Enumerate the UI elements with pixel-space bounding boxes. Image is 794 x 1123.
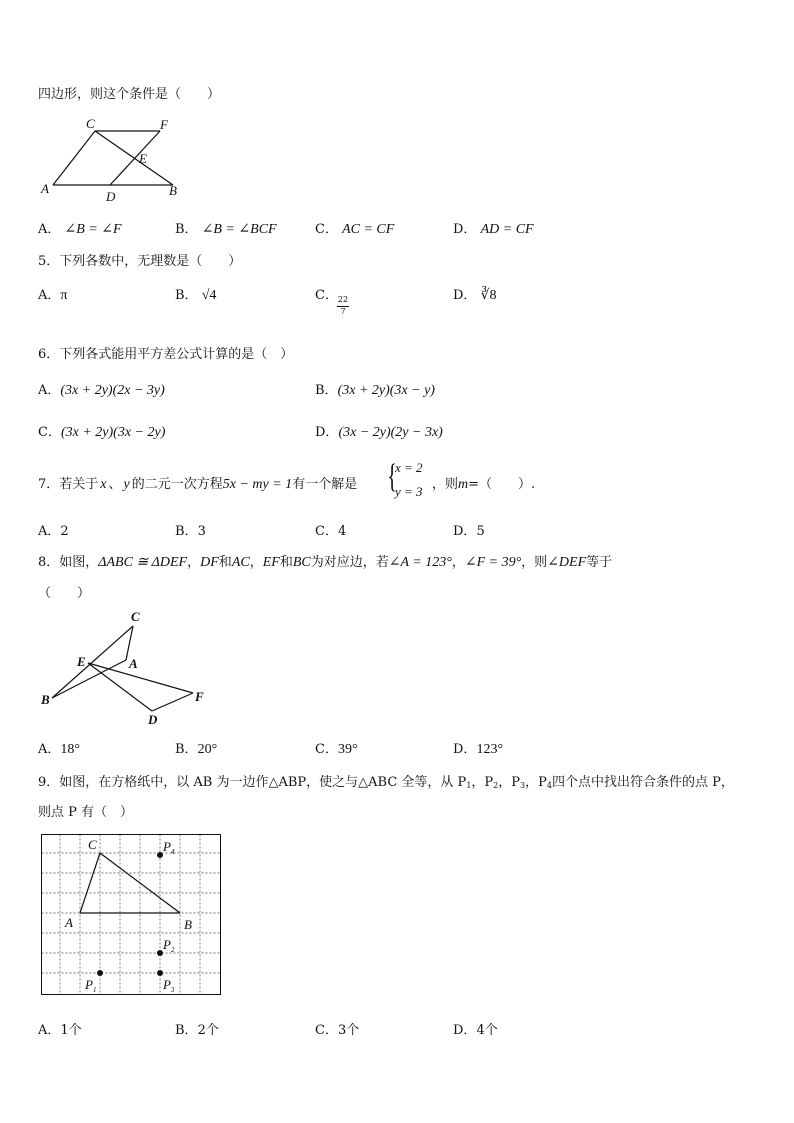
q8-figure-triangles [38,608,218,728]
q4-segment-cb [95,131,173,185]
q8-option-d: D．123° [453,742,504,757]
q4-label-a: A [41,181,49,196]
q8-label-a: A [129,656,138,671]
q9-option-c: C．3个 [315,1023,360,1038]
q7-option-a: A．2 [38,524,69,539]
q6-option-b: B．(3x + 2y)(3x − y) [315,383,435,398]
q9-figure-grid [40,833,224,999]
q6-option-c: C．(3x + 2y)(3x − 2y) [38,425,166,440]
q4-stem-tail: 四边形，则这个条件是（ ） [38,87,221,102]
q5-option-b: B． √4 [175,288,217,303]
q8-label-d: D [148,712,158,727]
q9-option-b: B．2个 [175,1023,219,1038]
q8-stem: 8．如图，ΔABC ≅ ΔDEF，DF和AC，EF和BC为对应边，若∠A = 123°，∠F = 39°，则∠DEF等于 [38,555,613,570]
q4-segment-df [110,131,160,185]
q4-label-c: C [86,116,95,131]
q9-label-p3: $P_3$ [163,977,175,994]
q7-stem: 7．若关于 x 、 y 的二元一次方程5x − my = 1有一个解是 [38,477,358,492]
q4-label-d: D [106,189,116,204]
q9-label-b: B [184,917,192,932]
q9-stem: 9．如图，在方格纸中，以 AB 为一边作△ABP，使之与△ABC 全等，从 $P_1$，$P_2$，$P_3$，$P_4$四个点中找出符合条件的点 P， [38,775,734,790]
q9-point-p3 [157,970,163,976]
q9-option-a: A．1个 [38,1023,82,1038]
q7-system-line2: y = 3 [395,484,423,499]
q7-option-b: B．3 [175,524,206,539]
q9-label-c: C [88,837,97,852]
q8-segment-ef [88,663,193,693]
q8-option-a: A．18° [38,742,80,757]
q9-segment-ca [80,853,100,913]
q4-option-c: C． AC = CF [315,222,395,237]
q5-option-d: D． ∛8 [453,288,497,303]
q4-segment-ac [53,131,95,185]
q4-figure-parallelogram [38,115,188,207]
q8-label-b: B [41,692,50,707]
q7-system-brace: { [387,458,398,495]
q4-label-e: E [139,151,147,166]
q8-option-c: C．39° [315,742,358,757]
q7-option-c: C．4 [315,524,347,539]
q7-system-line1: x = 2 [395,460,423,475]
q8-segment-fd [152,693,193,711]
q9-label-p2: $P_2$ [163,937,175,954]
q4-label-b: B [169,183,177,198]
q5-option-c-fraction [337,295,349,317]
q8-option-b: B．20° [175,742,218,757]
q6-option-a: A．(3x + 2y)(2x − 3y) [38,383,165,398]
q4-label-f: F [160,117,168,132]
q9-label-p1: $P_1$ [85,977,97,994]
q6-option-d: D．(3x − 2y)(2y − 3x) [315,425,443,440]
q8-segment-ed [88,663,152,711]
q7-option-d: D．5 [453,524,485,539]
q5-fraction-denominator: 7 [340,307,346,316]
q7-stem-end: ，则m=（ ）. [432,477,536,492]
q8-label-e: E [77,654,86,669]
q8-stem-paren: （ ） [38,586,91,601]
q9-label-a: A [65,915,73,930]
q5-fraction-numerator: 22 [337,295,349,304]
q9-stem-line2: 则点 P 有（ ） [38,805,134,820]
q5-stem: 5．下列各数中，无理数是（ ） [38,254,242,269]
q4-option-a: A． ∠B = ∠F [38,222,122,237]
q9-option-d: D．4个 [453,1023,498,1038]
q5-option-a: A．π [38,288,68,303]
q8-label-f: F [195,689,204,704]
q6-stem: 6．下列各式能用平方差公式计算的是（ ） [38,347,294,362]
q4-option-b: B． ∠B = ∠BCF [175,222,277,237]
q5-option-c-letter: C． [315,288,338,303]
q8-label-c: C [131,609,140,624]
q9-label-p4: $P_4$ [163,839,175,856]
q9-point-p1 [97,970,103,976]
q4-option-d: D． AD = CF [453,222,534,237]
